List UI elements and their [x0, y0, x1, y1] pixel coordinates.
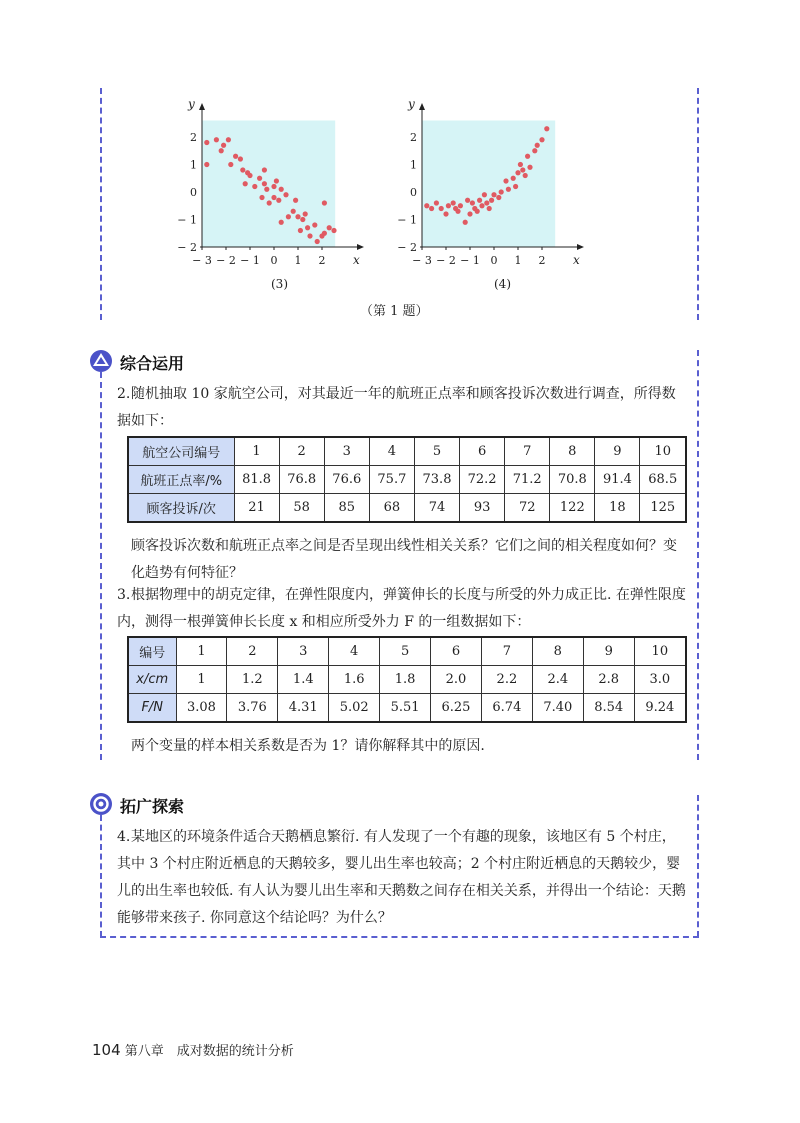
data-point: [271, 195, 276, 200]
x-tick-label: 2: [318, 254, 326, 267]
data-point: [424, 203, 429, 208]
row-header: 顾客投诉/次: [128, 494, 234, 523]
table-cell: 2.8: [583, 666, 634, 694]
data-point: [279, 187, 284, 192]
table-row: [128, 694, 686, 723]
data-point: [247, 173, 252, 178]
row-header: 编号: [128, 637, 176, 666]
row-header: x/cm: [128, 666, 176, 694]
table-cell: 75.7: [369, 466, 414, 494]
question-number: 3.: [117, 587, 131, 603]
data-point: [496, 195, 501, 200]
x-tick-label: − 3: [412, 254, 432, 267]
plot-area: [202, 121, 335, 248]
x-axis-arrow: [577, 244, 584, 250]
data-point: [240, 167, 245, 172]
table-cell: 3.0: [634, 666, 686, 694]
table-cell: 1: [234, 437, 279, 466]
section-title-explore: 拓广探索: [120, 797, 185, 816]
table-cell: 1.2: [227, 666, 278, 694]
data-point: [305, 225, 310, 230]
frame-right-top: [697, 88, 699, 320]
data-point: [322, 231, 327, 236]
question-text: 某地区的环境条件适合天鹅栖息繁衍. 有人发现了一个有趣的现象，该地区有 5 个村庄，其中 3 个村庄附近栖息的天鹅较多，婴儿出生率也较高；2 个村庄附近栖息的天鹅较少，婴儿的出生率也较低. 有人认为婴儿出生率和天鹅数之间存在相关关系，并得出一个结论：天鹅能够带来孩子. 你同意这个结论吗？为什么？: [117, 829, 686, 926]
table-cell: 122: [550, 494, 595, 523]
table-cell: 85: [324, 494, 369, 523]
data-point: [443, 211, 448, 216]
table-row: [128, 494, 686, 523]
table-cell: 9: [583, 637, 634, 666]
scatter-chart-4: [397, 95, 590, 270]
y-tick-label: − 1: [177, 213, 197, 227]
frame-left-bottom: [100, 815, 102, 937]
data-point: [499, 189, 504, 194]
table-cell: 3: [278, 637, 329, 666]
frame-left-mid: [100, 372, 102, 760]
table-cell: 91.4: [595, 466, 640, 494]
x-tick-label: − 2: [216, 254, 236, 267]
table-cell: 1.4: [278, 666, 329, 694]
table-cell: 18: [595, 494, 640, 523]
x-tick-label: − 1: [460, 254, 480, 267]
data-point: [489, 198, 494, 203]
table-cell: 2.4: [532, 666, 583, 694]
table-cell: 9: [595, 437, 640, 466]
data-point: [221, 143, 226, 148]
data-point: [535, 143, 540, 148]
question-2-followup: 顾客投诉次数和航班正点率之间是否呈现出线性相关关系？它们之间的相关程度如何？变化趋势有何特征？: [131, 538, 677, 581]
data-point: [513, 184, 518, 189]
spring-table: [127, 636, 687, 723]
data-point: [458, 203, 463, 208]
section-title-comprehensive: 综合运用: [120, 354, 185, 373]
x-axis-label: x: [573, 253, 580, 267]
table-cell: 1: [176, 637, 227, 666]
data-point: [465, 198, 470, 203]
y-axis-arrow: [419, 103, 425, 110]
table-cell: 9.24: [634, 694, 686, 723]
table-cell: 7.40: [532, 694, 583, 723]
data-point: [511, 176, 516, 181]
x-tick-label: 1: [294, 254, 302, 267]
frame-right-mid: [697, 350, 699, 760]
question-number: 2.: [117, 386, 131, 402]
data-point: [518, 162, 523, 167]
page-footer: [92, 1040, 294, 1059]
data-point: [477, 198, 482, 203]
data-point: [439, 206, 444, 211]
airline-table: [127, 436, 687, 523]
data-point: [312, 222, 317, 227]
data-point: [226, 137, 231, 142]
data-point: [544, 126, 549, 131]
table-cell: 4.31: [278, 694, 329, 723]
data-point: [259, 195, 264, 200]
table-cell: 3.08: [176, 694, 227, 723]
chart-label-4: (4): [494, 277, 511, 291]
data-point: [503, 178, 508, 183]
data-point: [446, 203, 451, 208]
table-cell: 74: [414, 494, 459, 523]
data-point: [484, 200, 489, 205]
frame-right-bottom: [697, 795, 699, 937]
x-tick-label: 1: [514, 254, 522, 267]
table-cell: 72.2: [460, 466, 505, 494]
x-axis-label: x: [353, 253, 360, 267]
page-number: 104: [92, 1041, 121, 1059]
data-point: [520, 167, 525, 172]
data-point: [479, 203, 484, 208]
data-point: [322, 200, 327, 205]
data-point: [279, 220, 284, 225]
question-text: 随机抽取 10 家航空公司，对其最近一年的航班正点率和顾客投诉次数进行调查，所得数据如下：: [117, 386, 676, 429]
table-cell: 1.6: [329, 666, 380, 694]
data-point: [204, 140, 209, 145]
y-axis-label: y: [408, 97, 415, 111]
table-cell: 68.5: [640, 466, 686, 494]
frame-left-top: [100, 88, 102, 320]
data-point: [303, 211, 308, 216]
row-header: 航空公司编号: [128, 437, 234, 466]
x-tick-label: 0: [270, 254, 278, 267]
data-point: [274, 178, 279, 183]
data-point: [283, 192, 288, 197]
table-cell: 7: [505, 437, 550, 466]
question-text: 根据物理中的胡克定律，在弹性限度内，弹簧伸长的长度与所受的外力成正比. 在弹性限度内，测得一根弹簧伸长长度 x 和相应所受外力 F 的一组数据如下：: [117, 587, 686, 630]
data-point: [238, 156, 243, 161]
y-tick-label: 0: [190, 186, 197, 199]
table-cell: 58: [279, 494, 324, 523]
table-cell: 7: [481, 637, 532, 666]
table-cell: 2: [227, 637, 278, 666]
data-point: [539, 137, 544, 142]
data-point: [286, 214, 291, 219]
table-row: [128, 666, 686, 694]
table-cell: 8: [532, 637, 583, 666]
chart-label-3: (3): [271, 277, 288, 291]
data-point: [204, 162, 209, 167]
data-point: [291, 209, 296, 214]
y-tick-label: 2: [410, 131, 417, 144]
table-cell: 68: [369, 494, 414, 523]
y-tick-label: − 2: [397, 241, 417, 254]
table-cell: 5: [380, 637, 431, 666]
plot-area: [422, 121, 555, 248]
data-point: [243, 181, 248, 186]
data-point: [506, 187, 511, 192]
data-point: [451, 200, 456, 205]
data-point: [219, 148, 224, 153]
table-row: [128, 637, 686, 666]
table-cell: 73.8: [414, 466, 459, 494]
table-row: [128, 437, 686, 466]
data-point: [293, 198, 298, 203]
table-cell: 81.8: [234, 466, 279, 494]
data-point: [214, 137, 219, 142]
data-point: [228, 162, 233, 167]
y-tick-label: − 1: [397, 213, 417, 227]
table-cell: 2: [279, 437, 324, 466]
y-tick-label: 1: [410, 158, 417, 172]
question-number: 4.: [117, 829, 131, 845]
row-header: 航班正点率/%: [128, 466, 234, 494]
table-cell: 21: [234, 494, 279, 523]
data-point: [271, 184, 276, 189]
table-cell: 76.6: [324, 466, 369, 494]
y-tick-label: 1: [190, 158, 197, 172]
table-cell: 4: [329, 637, 380, 666]
data-point: [527, 165, 532, 170]
table-cell: 6: [460, 437, 505, 466]
x-tick-label: − 2: [436, 254, 456, 267]
x-tick-label: 2: [538, 254, 546, 267]
table-cell: 125: [640, 494, 686, 523]
data-point: [257, 176, 262, 181]
data-point: [429, 206, 434, 211]
data-point: [298, 228, 303, 233]
data-point: [455, 209, 460, 214]
table-cell: 3: [324, 437, 369, 466]
table-cell: 76.8: [279, 466, 324, 494]
section-badge-icon: [89, 792, 113, 816]
row-header: F/N: [128, 694, 176, 723]
question-3-followup: 两个变量的样本相关系数是否为 1？请你解释其中的原因.: [131, 738, 485, 754]
x-tick-label: 0: [490, 254, 498, 267]
table-cell: 70.8: [550, 466, 595, 494]
data-point: [276, 198, 281, 203]
table-cell: 5: [414, 437, 459, 466]
data-point: [262, 167, 267, 172]
data-point: [262, 181, 267, 186]
table-row: [128, 466, 686, 494]
data-point: [307, 233, 312, 238]
table-cell: 4: [369, 437, 414, 466]
table-cell: 5.51: [380, 694, 431, 723]
frame-bottom: [100, 936, 699, 938]
y-tick-label: 2: [190, 131, 197, 144]
table-cell: 2.0: [431, 666, 482, 694]
table-cell: 5.02: [329, 694, 380, 723]
y-axis-label: y: [188, 97, 195, 111]
figure-caption: （第 1 题）: [360, 304, 429, 319]
question-4: [117, 824, 689, 932]
data-point: [491, 192, 496, 197]
data-point: [463, 220, 468, 225]
data-point: [525, 154, 530, 159]
question-2: [117, 381, 689, 435]
data-point: [315, 239, 320, 244]
y-tick-label: 0: [410, 186, 417, 199]
data-point: [264, 187, 269, 192]
table-cell: 10: [640, 437, 686, 466]
table-cell: 1: [176, 666, 227, 694]
data-point: [295, 214, 300, 219]
table-cell: 3.76: [227, 694, 278, 723]
data-point: [467, 211, 472, 216]
data-point: [331, 228, 336, 233]
x-axis-arrow: [357, 244, 364, 250]
x-tick-label: − 3: [192, 254, 212, 267]
table-cell: 71.2: [505, 466, 550, 494]
x-tick-label: − 1: [240, 254, 260, 267]
table-cell: 8: [550, 437, 595, 466]
data-point: [532, 148, 537, 153]
data-point: [470, 200, 475, 205]
data-point: [487, 206, 492, 211]
table-cell: 72: [505, 494, 550, 523]
y-axis-arrow: [199, 103, 205, 110]
table-cell: 6.25: [431, 694, 482, 723]
table-cell: 10: [634, 637, 686, 666]
data-point: [267, 200, 272, 205]
data-point: [482, 192, 487, 197]
data-point: [252, 184, 257, 189]
data-point: [515, 170, 520, 175]
table-cell: 93: [460, 494, 505, 523]
y-tick-label: − 2: [177, 241, 197, 254]
data-point: [434, 200, 439, 205]
table-cell: 6.74: [481, 694, 532, 723]
scatter-chart-3: [177, 95, 370, 270]
data-point: [233, 154, 238, 159]
table-cell: 8.54: [583, 694, 634, 723]
data-point: [523, 173, 528, 178]
table-cell: 6: [431, 637, 482, 666]
question-3: [117, 582, 689, 636]
data-point: [327, 225, 332, 230]
chapter-title: 第八章 成对数据的统计分析: [124, 1044, 294, 1059]
section-badge-icon: [89, 349, 113, 373]
data-point: [300, 217, 305, 222]
data-point: [475, 209, 480, 214]
table-cell: 1.8: [380, 666, 431, 694]
table-cell: 2.2: [481, 666, 532, 694]
